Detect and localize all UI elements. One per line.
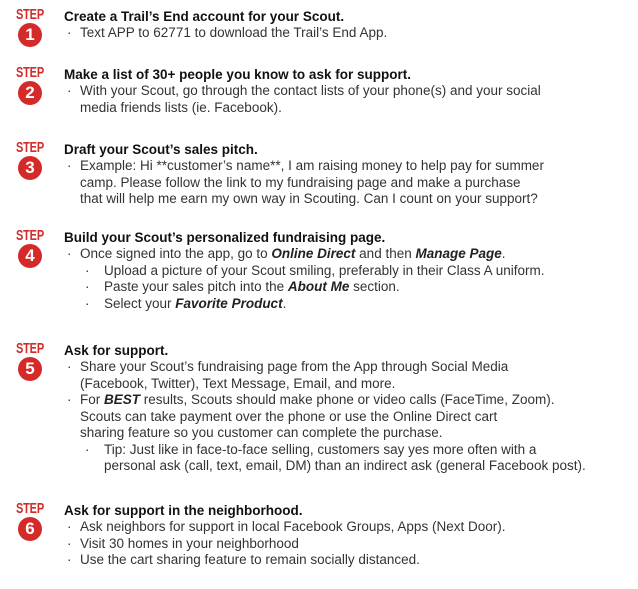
step-content <box>64 229 634 312</box>
step-label: STEP <box>16 340 44 357</box>
step-badge <box>10 502 50 542</box>
list-item <box>64 552 634 569</box>
step-badge <box>10 229 50 269</box>
item-text: Text APP to 62771 to download the Trail’s End App. <box>80 25 388 40</box>
step-number: 2 <box>18 81 42 105</box>
step-title: Draft your Scout’s sales pitch. <box>64 142 258 157</box>
step-number: 1 <box>18 23 42 47</box>
item-text: Scouts can take payment over the phone or use the Online Direct cart <box>80 408 498 424</box>
list-item <box>64 83 634 116</box>
step-content <box>64 8 634 42</box>
about-me-text: About Me <box>287 279 350 294</box>
step-number: 6 <box>18 517 42 541</box>
item-text: section. <box>349 279 400 294</box>
list-item <box>64 25 634 42</box>
bullet-icon: · <box>67 25 72 40</box>
step-number: 5 <box>18 357 42 381</box>
step-title: Make a list of 30+ people you know to ask for support. <box>64 67 411 82</box>
list-item <box>64 392 634 442</box>
bullet-icon: · <box>67 552 72 567</box>
item-text: . <box>501 246 506 261</box>
step-label: STEP <box>16 139 44 156</box>
step-content <box>64 141 634 208</box>
bullet-icon: · <box>85 441 90 457</box>
step-label: STEP <box>16 227 44 244</box>
item-text: camp. Please follow the link to my fundraising page and make a purchase <box>80 174 521 190</box>
step-content <box>64 66 634 116</box>
step-number: 3 <box>18 156 42 180</box>
sub-list-item <box>82 296 634 313</box>
step-badge <box>10 8 50 48</box>
list-item <box>64 246 634 263</box>
step-label: STEP <box>16 64 44 81</box>
step-title: Create a Trail’s End account for your Scout. <box>64 9 345 24</box>
item-text: (Facebook, Twitter), Text Message, Email, and more. <box>80 375 396 391</box>
step-title: Ask for support in the neighborhood. <box>64 503 303 518</box>
item-text: Share your Scout’s fundraising page from the App through Social Media <box>80 359 509 374</box>
item-text: sharing feature so you customer can complete the purchase. <box>80 425 443 440</box>
bullet-icon: · <box>85 262 90 278</box>
bullet-icon: · <box>67 392 72 407</box>
step-title: Ask for support. <box>64 343 169 358</box>
item-text: Once signed into the app, go to <box>80 246 272 261</box>
item-text: personal ask (call, text, email, DM) than an indirect ask (general Facebook post). <box>104 458 586 473</box>
list-item <box>64 158 634 208</box>
item-text: . <box>282 295 287 311</box>
item-text: Example: Hi **customer’s name**, I am raising money to help pay for summer <box>80 158 544 173</box>
item-text: media friends lists (ie. Facebook). <box>80 99 282 115</box>
step-label: STEP <box>16 500 44 517</box>
bullet-icon: · <box>85 279 90 294</box>
item-text: that will help me earn my own way in Scouting. Can I count on your support? <box>80 191 538 206</box>
bullet-icon: · <box>67 83 72 98</box>
sub-list-item <box>82 263 634 280</box>
online-direct-text: Online Direct <box>271 246 356 261</box>
step-content <box>64 342 634 475</box>
step-badge <box>10 141 50 181</box>
step-number: 4 <box>18 244 42 268</box>
bullet-icon: · <box>67 359 72 374</box>
item-text: For <box>80 392 105 407</box>
best-text: BEST <box>104 392 141 407</box>
list-item <box>64 536 634 553</box>
manage-page-text: Manage Page <box>415 246 502 261</box>
list-item <box>64 519 634 536</box>
list-item <box>64 359 634 392</box>
item-text: Ask neighbors for support in local Facebook Groups, Apps (Next Door). <box>80 519 506 534</box>
item-text: Select your <box>104 295 176 311</box>
bullet-icon: · <box>67 246 72 261</box>
step-badge <box>10 342 50 382</box>
sub-list-item <box>82 442 634 475</box>
item-text: results, Scouts should make phone or video calls (FaceTime, Zoom). <box>140 392 555 407</box>
bullet-icon: · <box>67 519 72 534</box>
item-text: Visit 30 homes in your neighborhood <box>80 535 299 551</box>
item-text: Paste your sales pitch into the <box>104 279 288 294</box>
favorite-product-text: Favorite Product <box>175 295 283 311</box>
bullet-icon: · <box>67 158 72 173</box>
item-text: With your Scout, go through the contact lists of your phone(s) and your social <box>80 83 541 98</box>
item-text: Use the cart sharing feature to remain socially distanced. <box>80 552 420 567</box>
step-content <box>64 502 634 569</box>
sub-list-item <box>82 279 634 296</box>
step-badge <box>10 66 50 106</box>
item-text: and then <box>355 246 416 261</box>
bullet-icon: · <box>85 295 90 311</box>
item-text: Upload a picture of your Scout smiling, preferably in their Class A uniform. <box>104 262 545 278</box>
step-title: Build your Scout’s personalized fundraising page. <box>64 230 386 245</box>
item-text: Tip: Just like in face-to-face selling, customers say yes more often with a <box>104 441 537 457</box>
step-label: STEP <box>16 6 44 23</box>
bullet-icon: · <box>67 535 72 551</box>
